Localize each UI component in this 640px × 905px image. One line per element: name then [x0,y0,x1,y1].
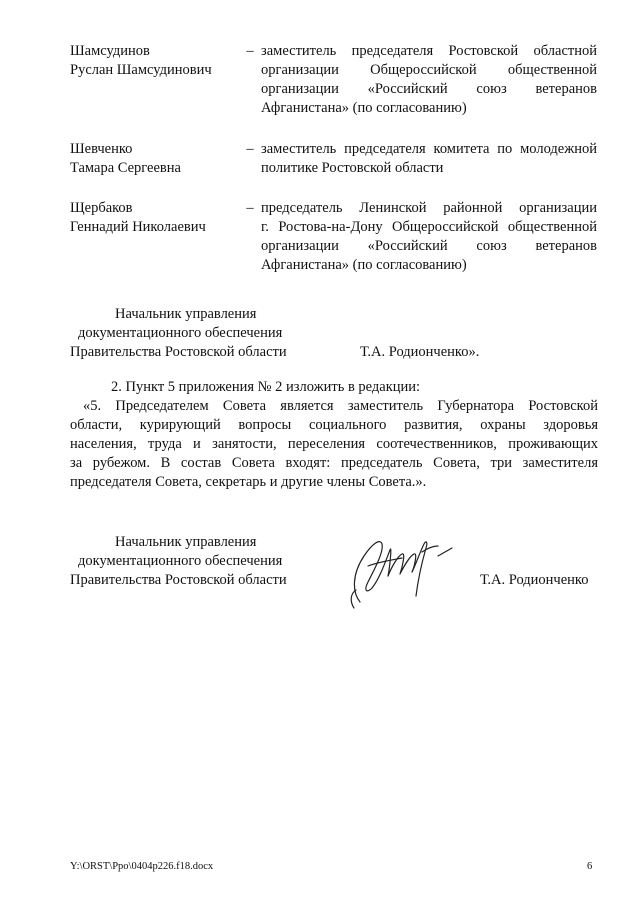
position-line: Правительства Ростовской области [70,344,287,360]
position-line: документационного обеспечения [78,553,283,569]
position-line: документационного обеспечения [78,325,283,341]
amendment-item [70,378,598,397]
dash: – [246,43,254,59]
member-entry [70,199,598,279]
page-number: 6 [587,861,593,872]
description-line: заместитель председателя комитета по молодежной [261,141,597,157]
member-name [70,140,240,178]
description-line: заместитель председателя Ростовской областной [261,43,597,59]
member-description [261,42,597,118]
member-description [261,140,597,178]
description-line: организации Общероссийской общественной [261,62,597,78]
position-line: Начальник управления [115,306,257,322]
position-line: Начальник управления [115,534,257,550]
amendment-heading: 2. Пункт 5 приложения № 2 изложить в редакции: [111,379,421,395]
file-path: Y:\ORST\Ppo\0404p226.f18.docx [70,861,214,872]
signature-block [70,533,600,593]
description-line: Афганистана» (по согласованию) [261,257,467,273]
member-given-name: Тамара Сергеевна [70,160,181,176]
signature-block [70,305,600,365]
amendment-text-line: области, курирующий вопросы социального развития, охраны здоровья [70,417,598,433]
description-line: политике Ростовской области [261,160,444,176]
member-surname: Щербаков [70,200,133,216]
amendment-text-line: «5. Председателем Совета является заместитель Губернатора Ростовской [83,398,598,414]
member-given-name: Геннадий Николаевич [70,219,206,235]
member-name [70,199,240,237]
description-line: г. Ростова-на-Дону Общероссийской общественной [261,219,597,235]
handwritten-signature [338,522,458,612]
description-line: организации «Российский союз ветеранов [261,81,597,97]
dash: – [246,141,254,157]
description-line: организации «Российский союз ветеранов [261,238,597,254]
member-surname: Шамсудинов [70,43,150,59]
member-description [261,199,597,275]
signer-name: Т.А. Родионченко». [360,344,480,360]
description-line: Афганистана» (по согласованию) [261,100,467,116]
amendment-text-line: председателя Совета, секретарь и другие члены Совета.». [70,474,427,490]
member-name [70,42,240,80]
dash: – [246,200,254,216]
position-line: Правительства Ростовской области [70,572,287,588]
amendment-text [70,397,598,492]
amendment-text-line: населения, труда и занятости, переселения соотечественников, проживающих [70,436,598,452]
amendment-text-line: за рубежом. В состав Совета входят: председатель Совета, три заместителя [70,455,598,471]
member-entry [70,140,598,180]
signer-name: Т.А. Родионченко [480,572,589,588]
member-surname: Шевченко [70,141,133,157]
member-entry [70,42,598,122]
description-line: председатель Ленинской районной организации [261,200,597,216]
member-given-name: Руслан Шамсудинович [70,62,212,78]
